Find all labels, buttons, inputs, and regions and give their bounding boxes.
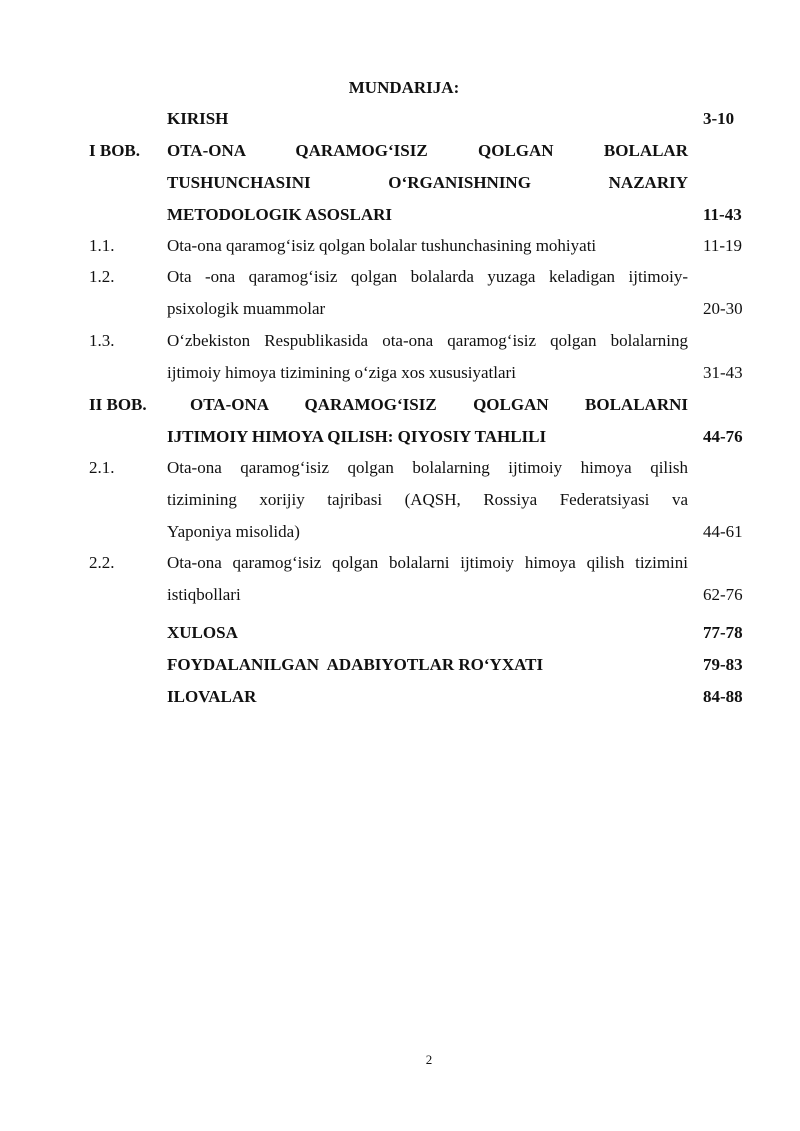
toc-section-2-1-line-1: [0, 458, 800, 482]
toc-entry-page: 44-61: [703, 522, 743, 541]
toc-section-2-1-line-2: [0, 490, 800, 514]
toc-entry-appendices: [0, 687, 800, 711]
toc-entry-page: 44-76: [703, 427, 743, 446]
toc-entry-text: Ota -ona qaramog‘isiz qolgan bolalarda yuzaga keladigan ijtimoiy-: [167, 267, 688, 286]
toc-section-number: 1.3.: [89, 331, 115, 350]
toc-entry-text: Yaponiya misolida): [167, 522, 300, 541]
toc-chapter-1-line-1: [0, 141, 800, 165]
toc-section-1-3-line-1: [0, 331, 800, 355]
toc-entry-text: Ota-ona qaramog‘isiz qolgan bolalarning ijtimoiy himoya qilish: [167, 458, 688, 477]
toc-entry-page: 11-19: [703, 236, 743, 255]
toc-section-1-1: [0, 236, 800, 260]
toc-section-number: 2.2.: [89, 553, 115, 572]
toc-entry-text: METODOLOGIK ASOSLARI: [167, 205, 392, 224]
toc-entry-page: 62-76: [703, 585, 743, 604]
toc-entry-text: KIRISH: [167, 109, 229, 128]
toc-entry-text: ILOVALAR: [167, 687, 257, 706]
toc-section-1-3-line-2: [0, 363, 800, 387]
toc-entry-text: FOYDALANILGAN ADABIYOTLAR RO‘YXATI: [167, 655, 544, 674]
toc-section-2-1-line-3: [0, 522, 800, 546]
toc-chapter-number: I BOB.: [89, 141, 141, 160]
toc-entry-text: ijtimoiy himoya tizimining o‘ziga xos xususiyatlari: [167, 363, 516, 382]
toc-entry-text: OTA-ONA QARAMOG‘ISIZ QOLGAN BOLALARNI: [190, 395, 688, 414]
toc-section-2-2-line-2: [0, 585, 800, 609]
toc-section-number: 1.1.: [89, 236, 115, 255]
toc-chapter-2-line-1: [0, 395, 800, 419]
toc-entry-text: XULOSA: [167, 623, 238, 642]
toc-entry-text: istiqbollari: [167, 585, 241, 604]
toc-chapter-number: II BOB.: [89, 395, 147, 414]
toc-entry-text: tizimining xorijiy tajribasi (AQSH, Rossiya Federatsiyasi va: [167, 490, 688, 509]
toc-entry-bibliography: [0, 655, 800, 679]
toc-chapter-2-line-2: [0, 427, 800, 451]
toc-chapter-1-line-3: [0, 205, 800, 229]
contents-title: MUNDARIJA:: [348, 78, 460, 97]
page-number: 2: [425, 1052, 433, 1067]
toc-entry-page: 31-43: [703, 363, 743, 382]
toc-entry-page: 84-88: [703, 687, 743, 706]
toc-section-number: 2.1.: [89, 458, 115, 477]
toc-entry-text: Ota-ona qaramog‘isiz qolgan bolalarni ijtimoiy himoya qilish tizimini: [167, 553, 688, 572]
toc-entry-text: OTA-ONA QARAMOG‘ISIZ QOLGAN BOLALAR: [167, 141, 688, 160]
toc-entry-kirish: [0, 109, 800, 133]
toc-chapter-1-line-2: [0, 173, 800, 197]
toc-section-number: 1.2.: [89, 267, 115, 286]
toc-entry-text: psixologik muammolar: [167, 299, 326, 318]
toc-section-1-2-line-1: [0, 267, 800, 291]
toc-entry-text: O‘zbekiston Respublikasida ota-ona qaramog‘isiz qolgan bolalarning: [167, 331, 688, 350]
toc-entry-text: IJTIMOIY HIMOYA QILISH: QIYOSIY TAHLILI: [167, 427, 547, 446]
toc-section-1-2-line-2: [0, 299, 800, 323]
toc-entry-page: 20-30: [703, 299, 743, 318]
toc-entry-page: 79-83: [703, 655, 743, 674]
toc-entry-text: TUSHUNCHASINI O‘RGANISHNING NAZARIY: [167, 173, 688, 192]
toc-entry-text: Ota-ona qaramog‘isiz qolgan bolalar tushunchasining mohiyati: [167, 236, 597, 255]
toc-entry-page: 3-10: [703, 109, 735, 128]
toc-entry-xulosa: [0, 623, 800, 647]
toc-entry-page: 11-43: [703, 205, 742, 224]
toc-entry-page: 77-78: [703, 623, 743, 642]
toc-section-2-2-line-1: [0, 553, 800, 577]
